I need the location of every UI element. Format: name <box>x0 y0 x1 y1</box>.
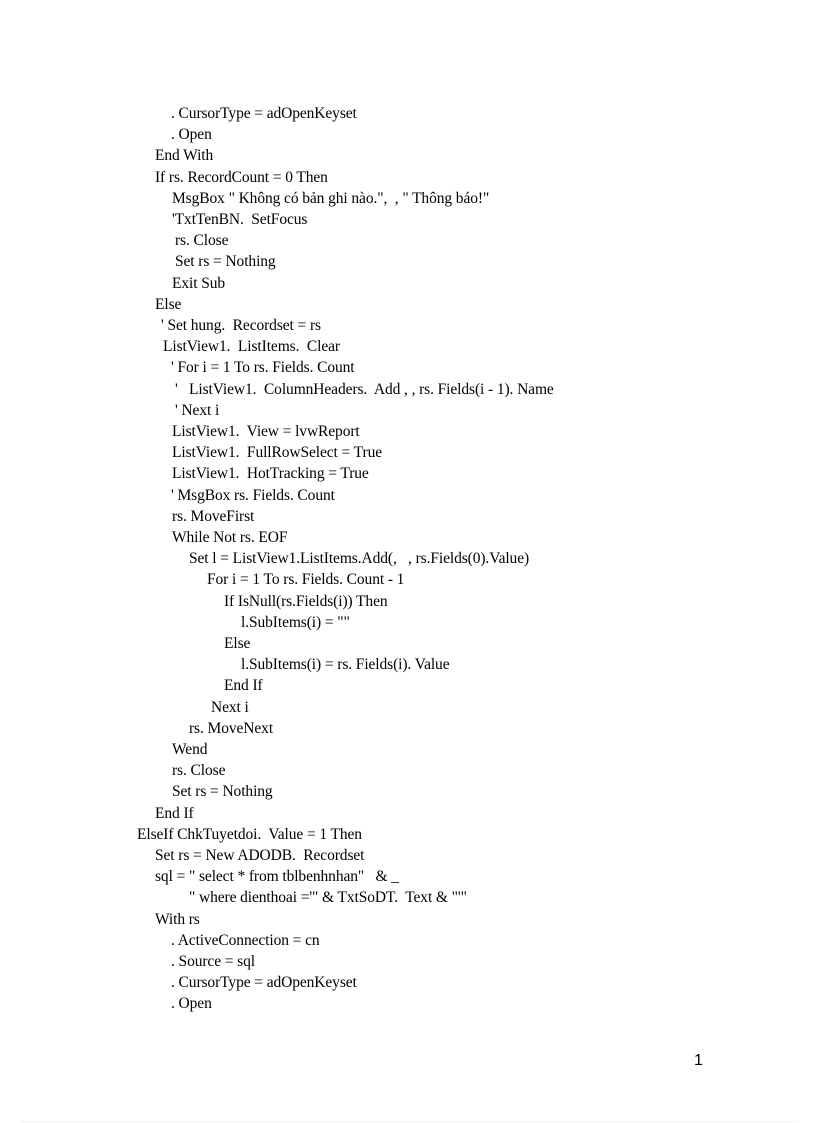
code-line: ElseIf ChkTuyetdoi. Value = 1 Then <box>137 825 362 843</box>
code-line: For i = 1 To rs. Fields. Count - 1 <box>207 571 405 589</box>
code-line: . Open <box>171 995 212 1013</box>
code-line: rs. Close <box>175 232 229 250</box>
code-line: Set rs = Nothing <box>172 783 273 801</box>
code-line: ' For i = 1 To rs. Fields. Count <box>171 359 355 377</box>
code-line: End With <box>155 147 214 165</box>
code-line: While Not rs. EOF <box>172 529 288 546</box>
code-line: Set l = ListView1.ListItems.Add(, , rs.Fields(0).Value) <box>189 550 530 568</box>
code-line: sql = " select * from tblbenhnhan" & _ <box>155 868 399 886</box>
code-line: Exit Sub <box>172 274 226 292</box>
code-line: Else <box>224 635 251 652</box>
code-line: MsgBox " Không có bản ghi nào.", , " Thông báo!" <box>172 189 490 207</box>
code-line: rs. MoveNext <box>189 719 274 737</box>
code-line: ' Set hung. Recordset = rs <box>161 317 321 334</box>
code-line: ListView1. ListItems. Clear <box>163 338 340 356</box>
code-line: " where dienthoai ='" & TxtSoDT. Text & "'" <box>189 889 467 907</box>
code-line: l.SubItems(i) = rs. Fields(i). Value <box>241 656 450 674</box>
code-line: l.SubItems(i) = "" <box>241 613 350 631</box>
code-line: 'TxtTenBN. SetFocus <box>172 211 308 228</box>
code-line: ' MsgBox rs. Fields. Count <box>171 486 335 504</box>
code-line: . Open <box>171 126 212 144</box>
code-line: . ActiveConnection = cn <box>171 931 320 949</box>
code-line: ListView1. View = lvwReport <box>172 423 360 440</box>
code-line: ' Next i <box>175 401 220 419</box>
code-line: rs. Close <box>172 762 226 780</box>
code-line: Wend <box>172 741 208 758</box>
code-line: Else <box>155 295 182 313</box>
code-line: If rs. RecordCount = 0 Then <box>155 168 328 186</box>
page-bottom-rule <box>20 1121 796 1122</box>
code-line: If IsNull(rs.Fields(i)) Then <box>224 592 388 610</box>
code-line: ListView1. HotTracking = True <box>172 465 369 483</box>
code-line: rs. MoveFirst <box>172 507 255 525</box>
code-line: . Source = sql <box>171 953 255 970</box>
code-line: Set rs = New ADODB. Recordset <box>155 847 365 864</box>
code-line: Set rs = Nothing <box>175 253 276 271</box>
code-line: . CursorType = adOpenKeyset <box>171 105 357 122</box>
code-line: . CursorType = adOpenKeyset <box>171 974 357 992</box>
code-line: Next i <box>211 698 249 716</box>
code-line: With rs <box>155 910 200 928</box>
code-line: End If <box>224 677 263 695</box>
code-line: ' ListView1. ColumnHeaders. Add , , rs. Fields(i - 1). Name <box>175 380 554 398</box>
page-number: 1 <box>694 1052 703 1069</box>
code-line: ListView1. FullRowSelect = True <box>172 444 382 462</box>
code-line: End If <box>155 804 194 822</box>
